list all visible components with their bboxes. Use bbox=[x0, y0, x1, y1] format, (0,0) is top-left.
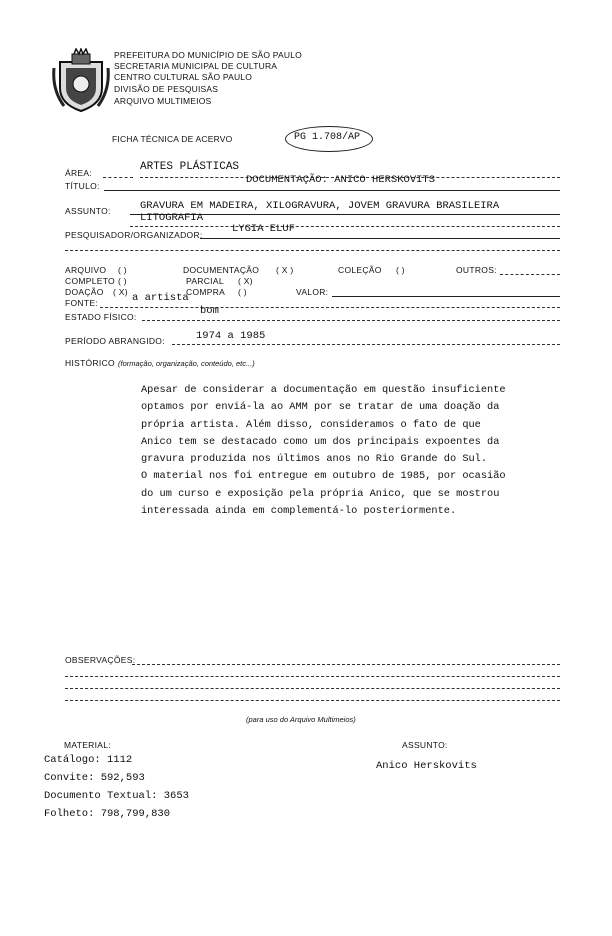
pesquisador-value: LYGIA ELUF bbox=[232, 223, 296, 235]
assunto-footer-value: Anico Herskovits bbox=[376, 760, 477, 772]
arquivo-label: ARQUIVO bbox=[65, 265, 107, 275]
historico-line: gravura produzida nos últimos anos no Rio Grande do Sul. bbox=[141, 453, 488, 466]
header-line-1: PREFEITURA DO MUNICÍPIO DE SÃO PAULO bbox=[114, 50, 302, 60]
doacao-label: DOAÇÃO bbox=[65, 287, 104, 297]
outros-label: OUTROS: bbox=[456, 265, 497, 275]
historico-line: do um curso e exposição pela própria Anico, que se mostrou bbox=[141, 487, 500, 500]
arquivo-checkbox: ( ) bbox=[118, 265, 127, 275]
material-line: Catálogo: 1112 bbox=[44, 754, 133, 766]
material-line: Folheto: 798,799,830 bbox=[44, 808, 171, 820]
documentacao-checkbox: ( X ) bbox=[276, 265, 294, 275]
coat-of-arms-emblem bbox=[52, 48, 110, 114]
form-title: FICHA TÉCNICA DE ACERVO bbox=[112, 134, 233, 144]
area-label: ÁREA: bbox=[65, 168, 93, 178]
historico-line: O material nos foi entregue em outubro de 1985, por ocasião bbox=[141, 470, 506, 483]
valor-label: VALOR: bbox=[296, 287, 329, 297]
historico-line: própria artista. Além disso, consideramos o fato de que bbox=[141, 418, 481, 431]
periodo-label: PERÍODO ABRANGIDO: bbox=[65, 336, 165, 346]
pesquisador-label: PESQUISADOR/ORGANIZADOR: bbox=[65, 230, 203, 240]
historico-hint: (formação, organização, conteúdo, etc...) bbox=[118, 359, 255, 368]
assunto-value-2: LITOGRAFIA bbox=[140, 212, 204, 224]
titulo-value: DOCUMENTAÇÃO: ANICO HERSKOVITS bbox=[246, 174, 436, 186]
header-line-5: ARQUIVO MULTIMEIOS bbox=[114, 96, 212, 106]
material-line: Convite: 592,593 bbox=[44, 772, 145, 784]
titulo-label: TÍTULO: bbox=[65, 181, 100, 191]
colecao-label: COLEÇÃO bbox=[338, 265, 382, 275]
material-label: MATERIAL: bbox=[64, 740, 111, 750]
historico-line: Anico tem se destacado como um dos principais expoentes da bbox=[141, 435, 500, 448]
historico-label: HISTÓRICO bbox=[65, 358, 115, 368]
compra-label: COMPRA bbox=[186, 287, 226, 297]
assunto-value-1: GRAVURA EM MADEIRA, XILOGRAVURA, JOVEM GRAVURA BRASILEIRA bbox=[140, 200, 500, 212]
completo-checkbox: ( ) bbox=[118, 276, 127, 286]
completo-label: COMPLETO bbox=[65, 276, 115, 286]
documentacao-label: DOCUMENTAÇÃO bbox=[183, 265, 260, 275]
parcial-label: PARCIAL bbox=[186, 276, 224, 286]
historico-text bbox=[141, 382, 581, 520]
assunto-label: ASSUNTO: bbox=[65, 206, 111, 216]
estado-label: ESTADO FÍSICO: bbox=[65, 312, 137, 322]
fonte-label: FONTE: bbox=[65, 298, 98, 308]
compra-checkbox: ( ) bbox=[238, 287, 247, 297]
fonte-value: a artista bbox=[132, 292, 189, 304]
doacao-checkbox: ( X) bbox=[113, 287, 128, 297]
stamp-code bbox=[285, 126, 373, 152]
colecao-checkbox: ( ) bbox=[396, 265, 405, 275]
estado-value: bom bbox=[200, 305, 219, 317]
footer-note: (para uso do Arquivo Multimeios) bbox=[246, 715, 356, 724]
stamp-code-text: PG 1.708/AP bbox=[294, 132, 361, 143]
periodo-value: 1974 a 1985 bbox=[196, 330, 266, 342]
header-line-4: DIVISÃO DE PESQUISAS bbox=[114, 84, 219, 94]
historico-line: optamos por enviá-la ao AMM por se tratar de uma doação da bbox=[141, 401, 500, 414]
historico-line: interessada ainda em complementá-lo posteriormente. bbox=[141, 505, 457, 518]
header-line-2: SECRETARIA MUNICIPAL DE CULTURA bbox=[114, 61, 278, 71]
parcial-checkbox: ( X) bbox=[238, 276, 253, 286]
assunto-footer-label: ASSUNTO: bbox=[402, 740, 448, 750]
historico-line: Apesar de considerar a documentação em questão insuficiente bbox=[141, 384, 506, 396]
observacoes-label: OBSERVAÇÕES: bbox=[65, 655, 136, 665]
material-line: Documento Textual: 3653 bbox=[44, 790, 189, 802]
header-line-3: CENTRO CULTURAL SÃO PAULO bbox=[114, 72, 253, 82]
area-value: ARTES PLÁSTICAS bbox=[140, 161, 240, 173]
